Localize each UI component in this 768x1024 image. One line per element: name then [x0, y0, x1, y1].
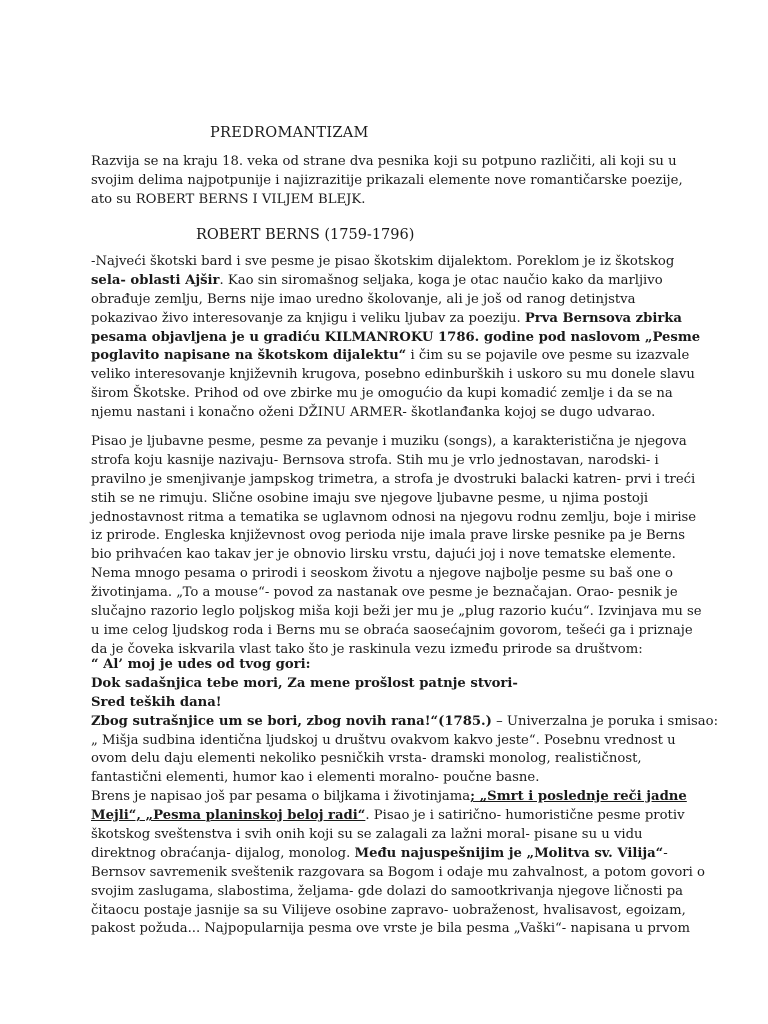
- paragraph-line: [91, 713, 719, 732]
- paragraph-line: čitaocu postaje jasnije sa su Vilijeve osobine zapravo- uobraženost, hvalisavost, egoizam,: [91, 902, 686, 918]
- paragraph-line: da je čoveka iskvarila vlast tako što je raskinula vezu između prirode sa društvom:: [91, 641, 643, 657]
- quote-line: [91, 675, 691, 694]
- bold-text: pesama objavljena je u gradiću KILMANROKU 1786. godine pod naslovom „Pesme: [91, 329, 701, 345]
- poetry-paragraph: [91, 433, 702, 660]
- paragraph-line: Nema mnogo pesama o prirodi i seoskom životu a njegove najbolje pesme su baš one o: [91, 566, 673, 582]
- paragraph-line: njemu nastani i konačno oženi DŽINU ARMER- škotlanđanka kojoj se dugo udvarao.: [91, 405, 656, 421]
- bold-text: Zbog sutrašnjice um se bori, zbog novih rana!“(1785.): [91, 713, 492, 729]
- paragraph-line: [91, 347, 691, 366]
- bold-text: Među najuspešnijim je „Molitva sv. Vilija“: [354, 845, 664, 861]
- quote-line: [91, 656, 691, 675]
- bold-text: [91, 808, 365, 823]
- paragraph-line: veliko interesovanje književnih krugova, posebno edinburških i uskoro su mu donele slavu: [91, 367, 695, 383]
- text-run: -: [663, 845, 668, 861]
- paragraph-line: slučajno razorio leglo poljskog miša koji beži jer mu je „plug razorio kuću“. Izvinjava mu se: [91, 604, 702, 620]
- paragraph-line: [91, 845, 691, 864]
- bold-text: sela- oblasti Ajšir: [91, 272, 220, 288]
- bold-text: Dok sadašnjica tebe mori, Za mene prošlost patnje stvori-: [91, 675, 518, 691]
- paragraph-line: pakost požuda... Najpopularnija pesma ove vrste je bila pesma „Vaški“- napisana u prvom: [91, 921, 690, 937]
- bold-text: Sred teških dana!: [91, 694, 222, 710]
- paragraph-line: bio prihvaćen kao takav jer je obnovio lirsku vrstu, dajući joj i nove tematske elemente.: [91, 547, 676, 563]
- quote-line: [91, 694, 691, 713]
- paragraph-line: jednostavnost ritma a tematika se uglavnom odnosi na njegovu rodnu zemlju, boje i mirise: [91, 509, 697, 525]
- paragraph-line: obrađuje zemlju, Berns nije imao uredno školovanje, ali je još od ranog detinjstva: [91, 291, 636, 307]
- text-run: Brens je napisao još par pesama o biljkama i životinjama: [91, 789, 471, 805]
- paragraph-line: [91, 807, 691, 826]
- paragraph-line: [91, 272, 691, 291]
- intro-line: svojim delima najpotpunije i najizrazitije prikazali elemente nove romantičarske poezije,: [91, 172, 683, 188]
- paragraph-line: širom Škotske. Prihod od ove zbirke mu je omogućio da kupi komadić zemlje i da se na: [91, 386, 673, 402]
- paragraph-line: stih se ne rimuju. Slične osobine imaju sve njegove ljubavne pesme, u njima postoji: [91, 490, 649, 506]
- bold-text: poglavito napisane na škotskom dijalektu“: [91, 348, 407, 364]
- biography-paragraph: [91, 253, 701, 423]
- paragraph-line: iz prirode. Engleska književnost ovog perioda nije imala prave lirske pesnike pa je Berns: [91, 528, 685, 544]
- paragraph-line: [91, 788, 691, 807]
- document-title: PREDROMANTIZAM: [210, 125, 369, 141]
- intro-paragraph: [91, 153, 691, 210]
- paragraph-line: strofa koju kasnije nazivaju- Bernsova strofa. Stih mu je vrlo jednostavan, narodski- i: [91, 452, 659, 468]
- text-run: . Pisao je i satirično- humoristične pesme protiv: [365, 808, 685, 824]
- paragraph-line: [91, 329, 701, 348]
- quote-and-satire-paragraph: [91, 656, 719, 939]
- bold-text: Prva Bernsova zbirka: [524, 310, 682, 326]
- text-run: pokazivao živo interesovanje za knjigu i veliku ljubav za poeziju.: [91, 310, 525, 326]
- paragraph-line: pravilno je smenjivanje jampskog trimetra, a strofa je dvostruki balacki katren- prvi i treći: [91, 471, 696, 487]
- paragraph-line: ovom delu daju elementi nekoliko pesničkih vrsta- dramski monolog, realističnost,: [91, 751, 642, 767]
- paragraph-line: Pisao je ljubavne pesme, pesme za pevanje i muziku (songs), a karakteristična je njegova: [91, 434, 687, 449]
- text-run: . Kao sin siromašnog seljaka, koga je otac naučio kako da marljivo: [219, 272, 663, 288]
- paragraph-line: svojim zaslugama, slabostima, željama- gde dolazi do samootkrivanja njegove ličnosti pa: [91, 883, 684, 899]
- paragraph-line: životinjama. „To a mouse“- povod za nastanak ove pesme je beznačajan. Orao- pesnik je: [91, 585, 678, 601]
- text-run: direktnog obraćanja- dijalog, monolog.: [91, 845, 355, 861]
- bold-text: [470, 789, 687, 804]
- intro-line: ato su ROBERT BERNS I VILJEM BLEJK.: [91, 191, 366, 207]
- paragraph-line: Bernsov savremenik sveštenik razgovara sa Bogom i odaje mu zahvalnost, a potom govori o: [91, 864, 705, 880]
- underlined-text: ; „Smrt i poslednje reči jadne: [470, 789, 687, 805]
- paragraph-line: „ Mišja sudbina identična ljudskoj u društvu ovakvom kakvo jeste“. Posebnu vrednost u: [91, 732, 676, 748]
- text-run: i čim su se pojavile ove pesme su izazvale: [406, 348, 690, 364]
- paragraph-line: u ime celog ljudskog roda i Berns mu se obraća saosećajnim govorom, tešeći ga i priznaje: [91, 622, 693, 638]
- paragraph-line: škotskog sveštenstva i svih onih koji su se zalagali za lažni moral- pisane su u vidu: [91, 827, 643, 843]
- paragraph-line: fantastični elementi, humor kao i elementi moralno- poučne basne.: [91, 770, 540, 786]
- paragraph-line: -Najveći škotski bard i sve pesme je pisao škotskim dijalektom. Poreklom je iz škotskog: [91, 254, 675, 269]
- underlined-text: Mejli“, „Pesma planinskoj beloj radi“: [91, 808, 366, 824]
- intro-line: Razvija se na kraju 18. veka od strane dva pesnika koji su potpuno različiti, ali koji su u: [91, 154, 677, 169]
- section-title: ROBERT BERNS (1759-1796): [196, 227, 415, 243]
- text-run: – Univerzalna je poruka i smisao:: [491, 713, 719, 729]
- paragraph-line: [91, 310, 691, 329]
- bold-text: “ Al’ moj je udes od tvog gori:: [91, 657, 311, 672]
